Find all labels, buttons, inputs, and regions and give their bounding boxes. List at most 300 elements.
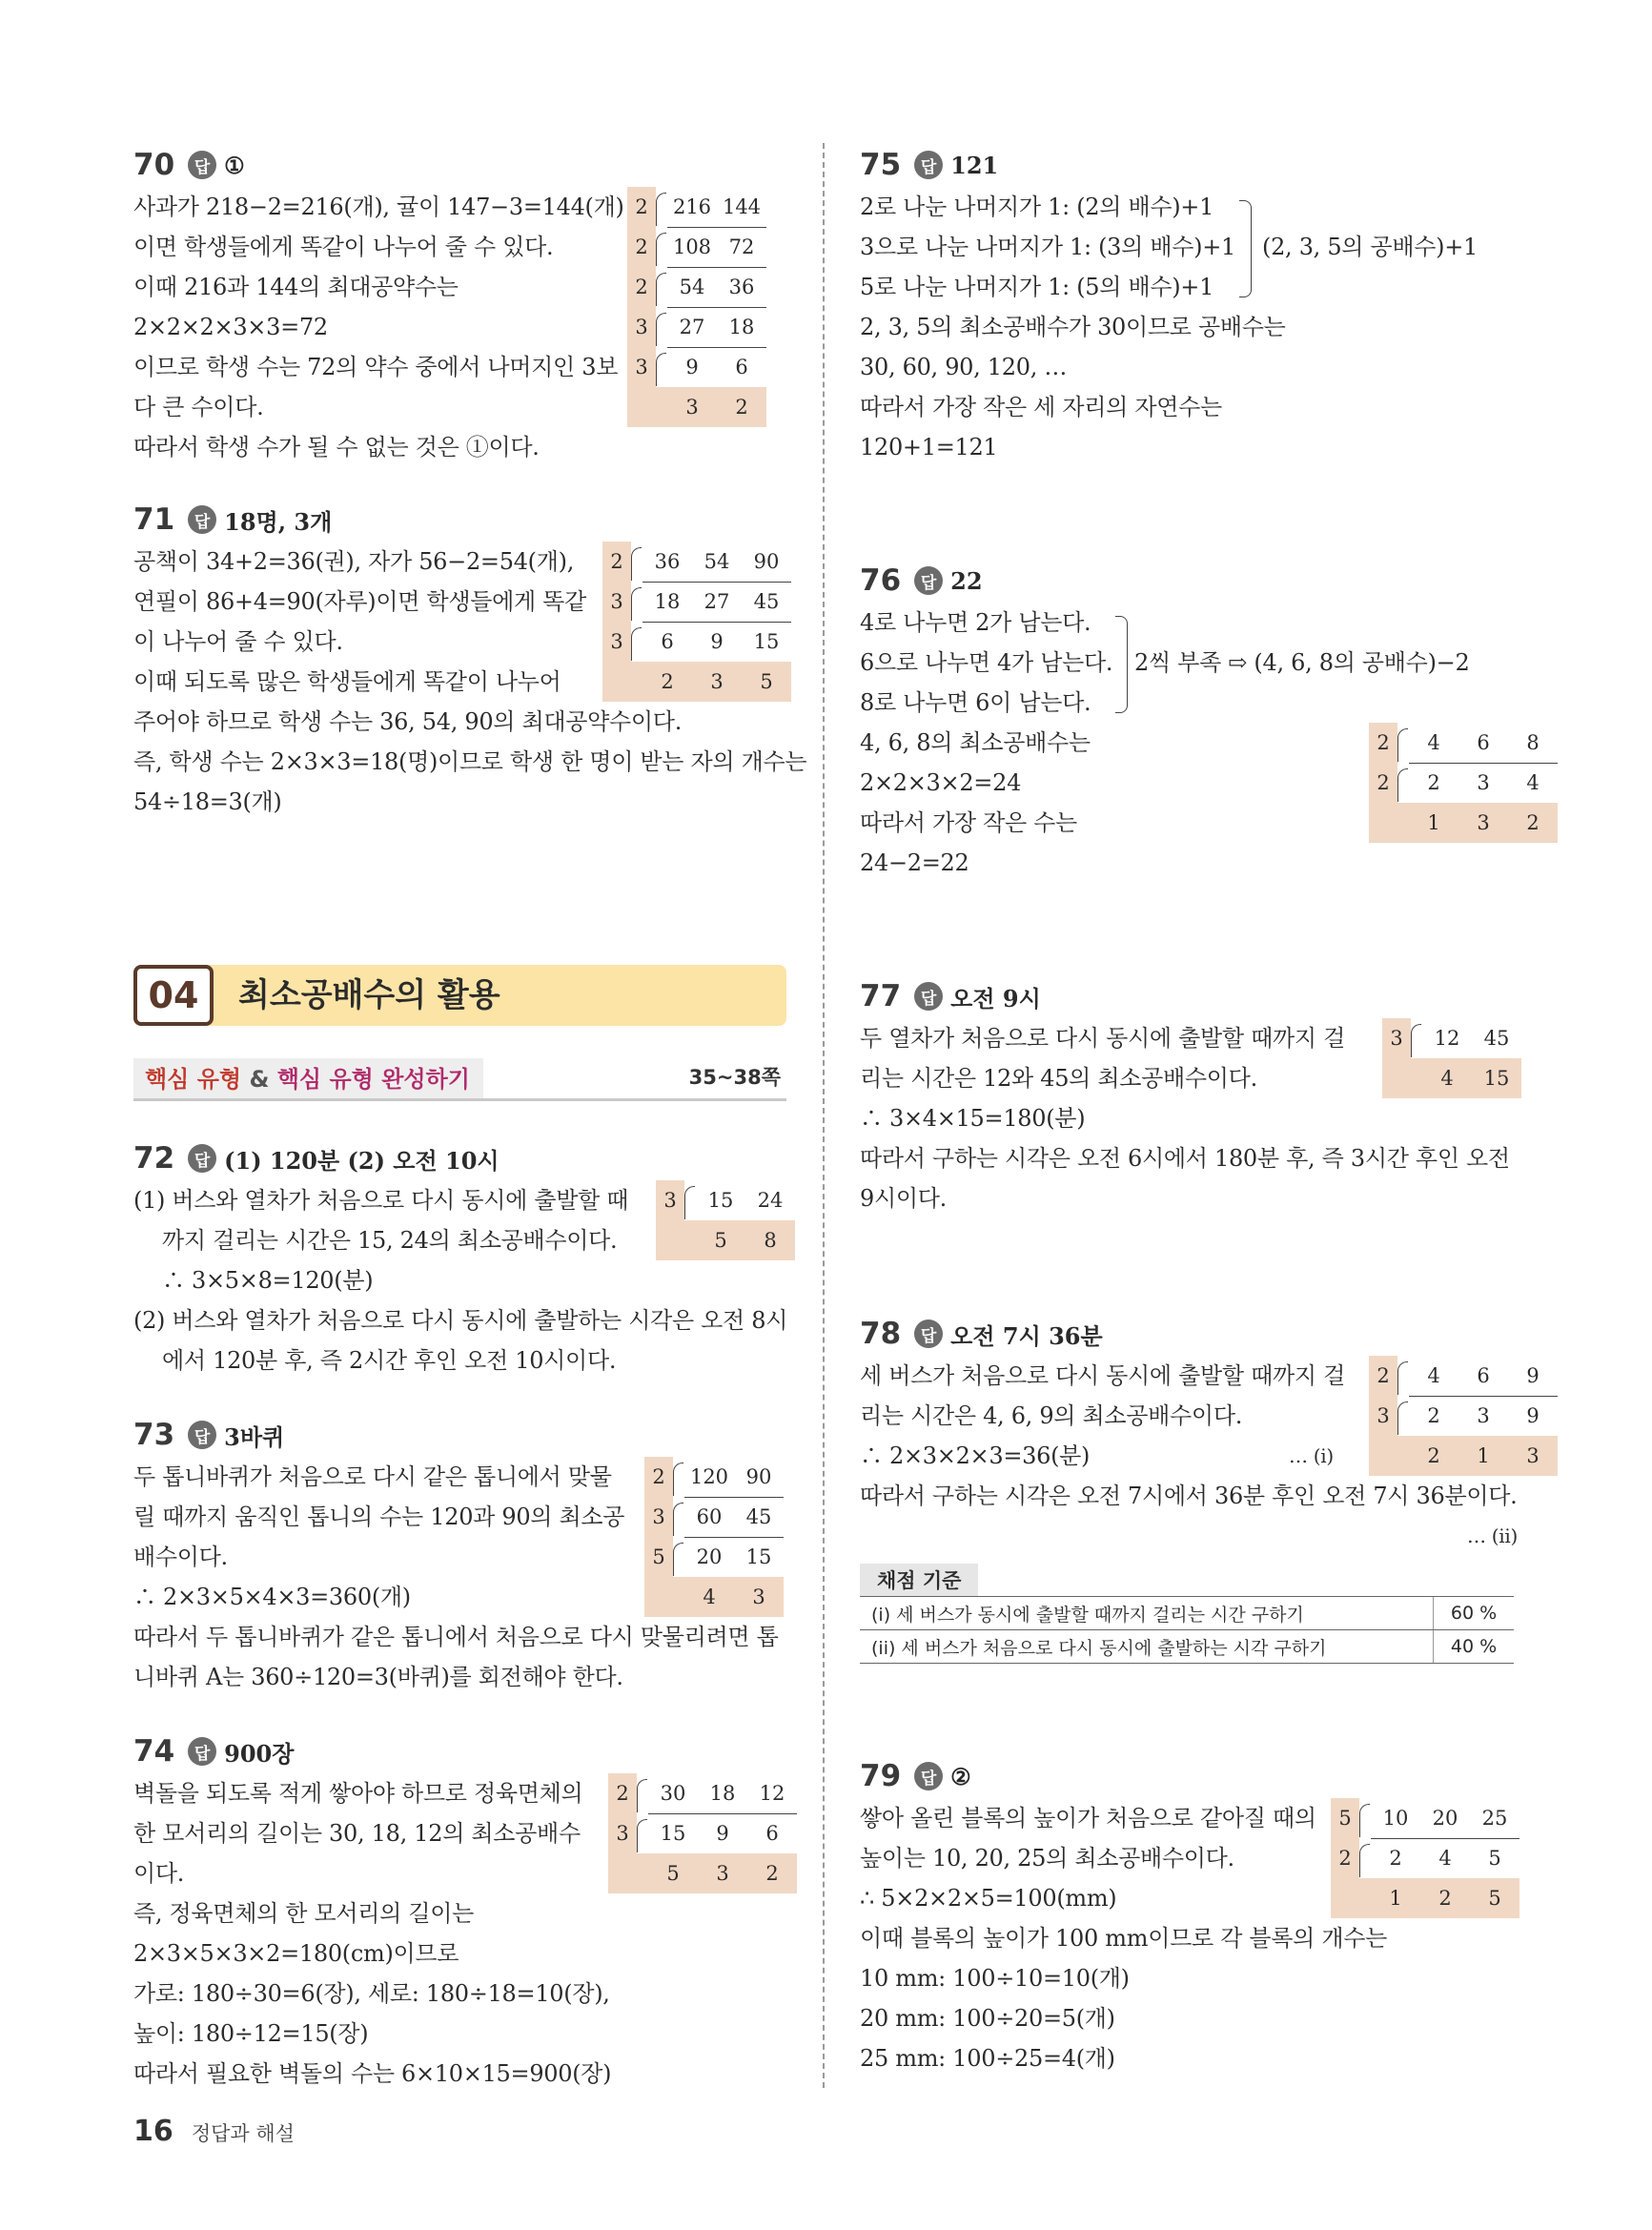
text-line: 이므로 학생 수는 72의 약수 중에서 나머지인 3보 xyxy=(133,354,619,380)
ladder-row xyxy=(644,1537,784,1577)
ladder-value: 4 xyxy=(1427,1363,1440,1387)
ladder-value: 8 xyxy=(764,1229,777,1252)
ladder-values xyxy=(637,1853,797,1893)
ladder-values xyxy=(1409,763,1558,804)
ladder-bracket xyxy=(631,627,642,661)
ladder-value: 18 xyxy=(709,1781,736,1805)
text-line: 3으로 나눈 나머지가 1: (3의 배수)+1 xyxy=(860,234,1235,260)
problem-number: 76 xyxy=(860,563,902,598)
division-ladder xyxy=(602,542,791,702)
division-ladder xyxy=(656,1180,795,1260)
ladder-value: 60 xyxy=(696,1504,723,1528)
ladder-value: 27 xyxy=(704,589,730,613)
ladder-divisor xyxy=(656,1220,684,1260)
ladder-value: 27 xyxy=(679,315,705,338)
problem-70 xyxy=(133,143,786,467)
division-ladder xyxy=(1331,1798,1519,1918)
ladder-value: 30 xyxy=(660,1781,686,1805)
ladder-value: 20 xyxy=(696,1545,723,1568)
text-line: 따라서 가장 작은 세 자리의 자연수는 xyxy=(860,394,1222,420)
ladder-value: 45 xyxy=(1483,1026,1510,1050)
text-line: 세 버스가 처음으로 다시 동시에 출발할 때까지 걸 xyxy=(860,1362,1345,1389)
ladder-row xyxy=(627,267,766,307)
text-line: 따라서 구하는 시각은 오전 7시에서 36분 후인 오전 7시 36분이다. xyxy=(860,1483,1518,1509)
ladder-bracket xyxy=(656,313,666,346)
ladder-divisor: 2 xyxy=(1369,763,1397,803)
ladder-value: 12 xyxy=(1434,1026,1460,1050)
ladder-value: 9 xyxy=(685,355,699,378)
text-line: 공책이 34+2=36(권), 자가 56−2=54(개), xyxy=(133,548,575,575)
ladder-values xyxy=(1422,1018,1521,1059)
text-line: 따라서 가장 작은 수는 xyxy=(860,809,1077,836)
scoring-table xyxy=(860,1596,1514,1664)
text-line: 따라서 학생 수가 될 수 없는 것은 ①이다. xyxy=(133,434,540,460)
ladder-value: 4 xyxy=(703,1586,716,1608)
answer-badge: 답 xyxy=(914,1762,943,1790)
text-line: 까지 걸리는 시간은 15, 24의 최소공배수이다. xyxy=(162,1227,618,1254)
ladder-row xyxy=(1382,1058,1521,1098)
problem-header xyxy=(133,1136,786,1180)
ladder-bracket xyxy=(637,1779,647,1812)
answer-badge: 답 xyxy=(188,1421,216,1449)
ladder-divisor: 2 xyxy=(627,267,656,307)
answer: ① xyxy=(224,151,245,179)
ladder-value: 9 xyxy=(1526,1403,1540,1427)
ladder-divisor: 5 xyxy=(644,1537,673,1577)
text-line: 높이: 180÷12=15(장) xyxy=(133,2020,369,2047)
page-number: 16 xyxy=(133,2115,173,2148)
brace xyxy=(1239,200,1252,297)
criterion: (ii) 세 버스가 처음으로 다시 동시에 출발하는 시각 구하기 xyxy=(860,1630,1434,1664)
ladder-value: 5 xyxy=(714,1229,727,1252)
text-line: 리는 시간은 12와 45의 최소공배수이다. xyxy=(860,1065,1257,1092)
ladder-row xyxy=(644,1457,784,1497)
ladder-bracket xyxy=(656,193,666,226)
text-line: 54÷18=3(개) xyxy=(133,788,282,815)
equation: ∴ 2×3×2×3=36(분) xyxy=(860,1442,1091,1469)
text-line: 8로 나누면 6이 남는다. xyxy=(860,689,1091,716)
ladder-value: 3 xyxy=(685,396,699,419)
ladder-row xyxy=(627,187,766,227)
problem-header xyxy=(133,143,786,187)
tag-core: 핵심 유형 xyxy=(145,1066,242,1093)
brace xyxy=(1115,616,1128,713)
criterion: (i) 세 버스가 동시에 출발할 때까지 걸리는 시간 구하기 xyxy=(860,1597,1434,1630)
table-row xyxy=(860,1630,1514,1664)
ladder-value: 3 xyxy=(1477,1403,1490,1427)
problem-78 xyxy=(860,1312,1540,1664)
ladder-value: 25 xyxy=(1481,1806,1508,1830)
ladder-value: 15 xyxy=(660,1821,686,1845)
text-line: 높이는 10, 20, 25의 최소공배수이다. xyxy=(860,1845,1234,1872)
text-line: (1) 버스와 열차가 처음으로 다시 동시에 출발할 때 xyxy=(133,1187,629,1214)
ladder-row xyxy=(1369,1436,1558,1476)
ladder-divisor: 5 xyxy=(1331,1798,1359,1838)
ladder-value: 2 xyxy=(1427,1444,1440,1467)
ladder-value: 5 xyxy=(1488,1887,1501,1910)
ladder-bracket xyxy=(673,1503,683,1536)
ladder-bracket xyxy=(673,1543,683,1576)
ladder-value: 90 xyxy=(753,549,780,573)
ladder-value: 2 xyxy=(735,396,748,419)
ladder-divisor: 3 xyxy=(608,1813,637,1853)
ladder-value: 15 xyxy=(753,629,780,653)
ladder-value: 2 xyxy=(765,1862,779,1885)
ladder-value: 18 xyxy=(728,315,755,338)
ladder-divisor: 3 xyxy=(1369,1396,1397,1436)
answer: 오전 7시 36분 xyxy=(950,1321,1103,1350)
ladder-row xyxy=(602,542,791,582)
text-line: (2) 버스와 열차가 처음으로 다시 동시에 출발하는 시각은 오전 8시 xyxy=(133,1307,788,1334)
ladder-row xyxy=(1369,763,1558,803)
answer: 121 xyxy=(950,151,999,179)
ladder-values xyxy=(667,227,766,268)
ladder-bracket xyxy=(631,547,642,581)
problem-number: 77 xyxy=(860,979,902,1013)
ladder-bracket xyxy=(1411,1024,1421,1057)
ladder-value: 2 xyxy=(1526,811,1540,834)
ladder-divisor: 2 xyxy=(644,1457,673,1497)
problem-number: 70 xyxy=(133,148,175,182)
ladder-value: 6 xyxy=(661,629,674,653)
text-line: 25 mm: 100÷25=4(개) xyxy=(860,2045,1115,2072)
ladder-value: 4 xyxy=(1427,730,1440,754)
problem-header xyxy=(860,1754,1518,1798)
ladder-divisor xyxy=(602,662,631,702)
ladder-value: 24 xyxy=(757,1188,784,1212)
ladder-divisor: 2 xyxy=(627,187,656,227)
ladder-bracket xyxy=(1397,1401,1408,1435)
ladder-value: 9 xyxy=(710,629,724,653)
ladder-values xyxy=(673,1577,784,1617)
tag-complete: 핵심 유형 완성하기 xyxy=(276,1066,470,1093)
text-line: 릴 때까지 움직인 톱니의 수는 120과 90의 최소공 xyxy=(133,1504,625,1530)
ladder-bracket xyxy=(1397,728,1408,762)
problem-71 xyxy=(133,498,807,822)
ladder-divisor xyxy=(1331,1878,1359,1918)
ladder-row xyxy=(644,1577,784,1617)
ladder-divisor: 2 xyxy=(1369,1356,1397,1396)
ladder-value: 3 xyxy=(716,1862,729,1885)
column-divider xyxy=(823,143,825,2088)
ladder-row xyxy=(608,1773,797,1813)
brace-label: 2씩 부족 ⇨ (4, 6, 8의 공배수)−2 xyxy=(1134,649,1470,676)
section-number: 04 xyxy=(133,965,214,1026)
ladder-row xyxy=(602,662,791,702)
ladder-values xyxy=(1411,1058,1521,1098)
answer: ② xyxy=(950,1762,971,1790)
answer: 22 xyxy=(950,566,983,595)
text-line: 따라서 두 톱니바퀴가 같은 톱니에서 처음으로 다시 맞물리려면 톱 xyxy=(133,1624,779,1650)
ladder-value: 10 xyxy=(1382,1806,1409,1830)
ladder-row xyxy=(608,1853,797,1893)
text-line: 주어야 하므로 학생 수는 36, 54, 90의 최대공약수이다. xyxy=(133,708,683,735)
ladder-divisor xyxy=(627,387,656,427)
ladder-row xyxy=(602,622,791,662)
ladder-value: 15 xyxy=(1483,1067,1510,1090)
ladder-value: 2 xyxy=(1427,1403,1440,1427)
ladder-bracket xyxy=(656,233,666,266)
ladder-row xyxy=(602,582,791,622)
text-line: ∴ 3×4×15=180(분) xyxy=(860,1105,1086,1132)
text-line: 이면 학생들에게 똑같이 나누어 줄 수 있다. xyxy=(133,234,554,260)
ladder-divisor: 3 xyxy=(627,307,656,347)
subsection-tag xyxy=(133,1058,483,1100)
text-line: 2×2×3×2=24 xyxy=(860,769,1022,796)
page-range: 35~38쪽 xyxy=(688,1066,781,1089)
text-line: 이 나누어 줄 수 있다. xyxy=(133,628,343,655)
division-ladder xyxy=(644,1457,784,1617)
ladder-values xyxy=(667,187,766,228)
ladder-row xyxy=(1369,803,1558,843)
ladder-row xyxy=(1331,1798,1519,1838)
text-line: 10 mm: 100÷10=10(개) xyxy=(860,1965,1130,1992)
answer-badge: 답 xyxy=(188,505,216,534)
ladder-value: 5 xyxy=(760,670,773,693)
scoring-criteria xyxy=(860,1564,1518,1664)
problem-72 xyxy=(133,1136,786,1381)
text-line: 2×3×5×3×2=180(cm)이므로 xyxy=(133,1940,459,1967)
ladder-row xyxy=(656,1220,795,1260)
text-line: 120+1=121 xyxy=(860,434,998,460)
division-ladder xyxy=(1369,723,1558,843)
ladder-value: 15 xyxy=(707,1188,734,1212)
ladder-values xyxy=(684,1457,784,1498)
ladder-row xyxy=(627,387,766,427)
ladder-values xyxy=(667,267,766,308)
problem-76 xyxy=(860,559,1540,883)
ladder-value: 4 xyxy=(1526,770,1540,794)
ladder-value: 45 xyxy=(745,1504,772,1528)
ladder-row xyxy=(627,227,766,267)
brace-label: (2, 3, 5의 공배수)+1 xyxy=(1262,234,1478,260)
ladder-divisor: 2 xyxy=(1369,723,1397,763)
ladder-divisor xyxy=(608,1853,637,1893)
ladder-values xyxy=(684,1497,784,1538)
ladder-divisor: 3 xyxy=(656,1180,684,1220)
tag-amp: & xyxy=(249,1066,270,1093)
ladder-row xyxy=(1369,1356,1558,1396)
ladder-value: 8 xyxy=(1526,730,1540,754)
text-line: 다 큰 수이다. xyxy=(133,394,264,420)
ladder-value: 72 xyxy=(728,235,755,258)
weight: 60 % xyxy=(1434,1597,1515,1630)
text-line: 따라서 구하는 시각은 오전 6시에서 180분 후, 즉 3시간 후인 오전 xyxy=(860,1145,1510,1172)
text-line: 이때 216과 144의 최대공약수는 xyxy=(133,274,459,300)
ladder-value: 144 xyxy=(722,194,762,218)
ladder-bracket xyxy=(656,273,666,306)
problem-79 xyxy=(860,1754,1518,2078)
ladder-value: 1 xyxy=(1389,1887,1402,1910)
ladder-divisor xyxy=(644,1577,673,1617)
ladder-value: 12 xyxy=(759,1781,785,1805)
weight: 40 % xyxy=(1434,1630,1515,1664)
problem-header xyxy=(860,143,1518,187)
problem-number: 71 xyxy=(133,502,175,537)
text-line: 5로 나눈 나머지가 1: (5의 배수)+1 xyxy=(860,274,1214,300)
text-line: 한 모서리의 길이는 30, 18, 12의 최소공배수 xyxy=(133,1820,581,1847)
ladder-bracket xyxy=(656,353,666,386)
text-line: 에서 120분 후, 즉 2시간 후인 오전 10시이다. xyxy=(162,1347,617,1374)
answer-badge: 답 xyxy=(914,566,943,595)
ladder-bracket xyxy=(631,587,642,621)
answer-badge: 답 xyxy=(914,151,943,179)
problem-header xyxy=(133,1413,786,1457)
answer: 3바퀴 xyxy=(224,1422,285,1451)
ladder-values xyxy=(696,1180,795,1221)
ladder-divisor: 2 xyxy=(608,1773,637,1813)
step-mark-ii: … (ii) xyxy=(1467,1524,1518,1547)
ladder-value: 18 xyxy=(654,589,681,613)
text-line: 6으로 나누면 4가 남는다. xyxy=(860,649,1113,676)
answer-badge: 답 xyxy=(188,151,216,179)
text-line: 30, 60, 90, 120, … xyxy=(860,354,1068,380)
ladder-value: 20 xyxy=(1432,1806,1458,1830)
ladder-row xyxy=(656,1180,795,1220)
ladder-values xyxy=(1371,1838,1519,1879)
problem-74 xyxy=(133,1729,786,2094)
answer: 오전 9시 xyxy=(950,984,1041,1013)
ladder-value: 3 xyxy=(752,1586,765,1608)
problem-header xyxy=(133,498,786,542)
ladder-divisor: 2 xyxy=(602,542,631,582)
problem-header xyxy=(133,1729,786,1773)
text-line: 24−2=22 xyxy=(860,849,969,876)
division-ladder xyxy=(627,187,766,427)
ladder-values xyxy=(642,622,791,663)
answer-badge: 답 xyxy=(914,1320,943,1348)
text-line: 즉, 정육면체의 한 모서리의 길이는 xyxy=(133,1900,475,1927)
text-line: 사과가 218−2=216(개), 귤이 147−3=144(개) xyxy=(133,194,624,220)
text-line: 이때 되도록 많은 학생들에게 똑같이 나누어 xyxy=(133,668,561,695)
section-title: 최소공배수의 활용 xyxy=(238,976,500,1014)
ladder-value: 4 xyxy=(1438,1846,1452,1870)
page-footer xyxy=(133,2115,295,2148)
text-line: 4, 6, 8의 최소공배수는 xyxy=(860,729,1091,756)
ladder-row xyxy=(1331,1878,1519,1918)
step-mark-i: … (i) xyxy=(1289,1444,1334,1467)
ladder-value: 2 xyxy=(1427,770,1440,794)
ladder-values xyxy=(667,307,766,348)
ladder-bracket xyxy=(684,1186,695,1219)
ladder-divisor xyxy=(1382,1058,1411,1098)
ladder-divisor: 3 xyxy=(602,622,631,662)
ladder-value: 6 xyxy=(1477,1363,1490,1387)
ladder-value: 6 xyxy=(765,1821,779,1845)
ladder-value: 15 xyxy=(745,1545,772,1568)
ladder-bracket xyxy=(1397,768,1408,802)
ladder-divisor: 3 xyxy=(1382,1018,1411,1058)
subsection-bar xyxy=(133,1058,786,1100)
text-line: 따라서 필요한 벽돌의 수는 6×10×15=900(장) xyxy=(133,2060,612,2087)
text-line: 이때 블록의 높이가 100 mm이므로 각 블록의 개수는 xyxy=(860,1925,1388,1952)
ladder-value: 3 xyxy=(1477,811,1490,834)
text-line: ∴ 5×2×2×5=100(mm) xyxy=(860,1885,1117,1912)
ladder-values xyxy=(684,1220,795,1260)
ladder-values xyxy=(1397,1436,1558,1476)
ladder-bracket xyxy=(1397,1361,1408,1395)
ladder-value: 5 xyxy=(666,1862,680,1885)
problem-75 xyxy=(860,143,1518,467)
text-line: 9시이다. xyxy=(860,1185,947,1212)
problem-77 xyxy=(860,974,1518,1218)
ladder-bracket xyxy=(673,1463,683,1496)
section-header xyxy=(133,965,786,1026)
division-ladder xyxy=(1369,1356,1558,1476)
text-line: 쌓아 올린 블록의 높이가 처음으로 같아질 때의 xyxy=(860,1805,1316,1831)
ladder-value: 54 xyxy=(679,275,705,298)
ladder-divisor: 3 xyxy=(602,582,631,622)
ladder-divisor xyxy=(1369,803,1397,843)
ladder-value: 5 xyxy=(1488,1846,1501,1870)
ladder-values xyxy=(1409,723,1558,764)
ladder-value: 3 xyxy=(1526,1444,1540,1467)
ladder-values xyxy=(667,347,766,388)
problem-number: 74 xyxy=(133,1734,175,1769)
text-line: 가로: 180÷30=6(장), 세로: 180÷18=10(장), xyxy=(133,1980,610,2007)
problem-number: 73 xyxy=(133,1418,175,1452)
ladder-divisor: 2 xyxy=(1331,1838,1359,1878)
text-line: 즉, 학생 수는 2×3×3=18(명)이므로 학생 한 명이 받는 자의 개수는 xyxy=(133,748,807,775)
ladder-value: 36 xyxy=(728,275,755,298)
ladder-value: 1 xyxy=(1477,1444,1490,1467)
ladder-values xyxy=(1397,803,1558,843)
text-line: ∴ 2×3×5×4×3=360(개) xyxy=(133,1584,411,1610)
ladder-values xyxy=(648,1813,797,1854)
ladder-value: 54 xyxy=(704,549,730,573)
text-line: 니바퀴 A는 360÷120=3(바퀴)를 회전해야 한다. xyxy=(133,1664,623,1690)
ladder-values xyxy=(631,662,791,702)
text-line: ∴ 3×5×8=120(분) xyxy=(162,1267,374,1294)
ladder-bracket xyxy=(1359,1844,1370,1877)
answer: 18명, 3개 xyxy=(224,507,333,536)
division-ladder xyxy=(1382,1018,1521,1098)
ladder-values xyxy=(1371,1798,1519,1839)
scoring-header: 채점 기준 xyxy=(860,1564,978,1596)
ladder-values xyxy=(1409,1396,1558,1437)
ladder-value: 3 xyxy=(1477,770,1490,794)
ladder-value: 36 xyxy=(654,549,681,573)
answer-badge: 답 xyxy=(188,1737,216,1766)
ladder-values xyxy=(684,1537,784,1578)
problem-73 xyxy=(133,1413,786,1697)
ladder-values xyxy=(642,582,791,623)
text-line: 리는 시간은 4, 6, 9의 최소공배수이다. xyxy=(860,1402,1243,1429)
ladder-divisor: 3 xyxy=(627,347,656,387)
answer-badge: 답 xyxy=(914,982,943,1011)
problem-number: 79 xyxy=(860,1759,902,1793)
ladder-value: 3 xyxy=(710,670,724,693)
ladder-value: 9 xyxy=(1526,1363,1540,1387)
subsection-rule xyxy=(133,1098,786,1101)
answer: 900장 xyxy=(224,1739,295,1768)
ladder-bracket xyxy=(1359,1804,1370,1837)
answer-badge: 답 xyxy=(188,1144,216,1173)
text-line: 20 mm: 100÷20=5(개) xyxy=(860,2005,1115,2032)
ladder-row xyxy=(1382,1018,1521,1058)
ladder-value: 2 xyxy=(1438,1887,1452,1910)
text-line: 이다. xyxy=(133,1860,185,1887)
ladder-value: 90 xyxy=(745,1464,772,1488)
answer: (1) 120분 (2) 오전 10시 xyxy=(224,1146,500,1175)
ladder-row xyxy=(1331,1838,1519,1878)
ladder-value: 216 xyxy=(672,194,712,218)
ladder-value: 6 xyxy=(735,355,748,378)
text-line: 벽돌을 되도록 적게 쌓아야 하므로 정육면체의 xyxy=(133,1780,583,1807)
ladder-row xyxy=(1369,1396,1558,1436)
ladder-row xyxy=(644,1497,784,1537)
problem-header xyxy=(860,1312,1518,1356)
